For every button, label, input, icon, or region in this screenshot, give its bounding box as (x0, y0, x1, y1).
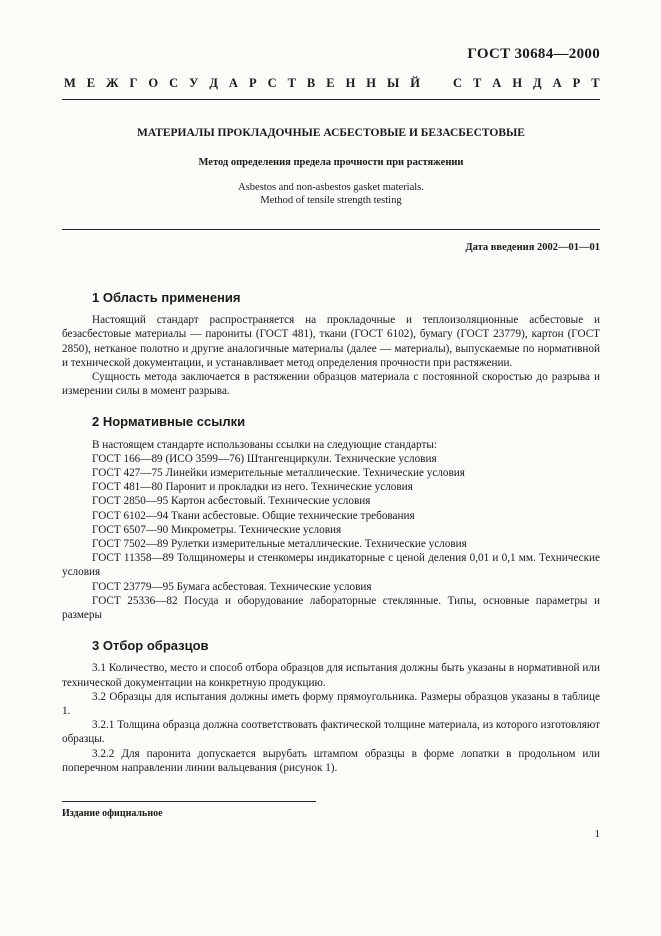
paragraph: 3.2 Образцы для испытания должны иметь форму прямоугольника. Размеры образцов указаны в таблице 1. (62, 690, 600, 718)
banner-letter: Д (209, 76, 218, 90)
banner-letter: Г (129, 76, 138, 90)
document-body (62, 291, 600, 792)
section-heading: 2 Нормативные ссылки (92, 414, 246, 430)
banner-letter: Ж (106, 76, 119, 90)
interstate-standard-banner (64, 76, 600, 91)
banner-letter: У (189, 76, 199, 90)
english-title-line: Asbestos and non-asbestos gasket materials. (238, 182, 424, 193)
banner-letter: А (552, 76, 562, 90)
banner-letter: А (492, 76, 502, 90)
reference-item: ГОСТ 25336—82 Посуда и оборудование лабораторные стеклянные. Типы, основные параметры и размеры (62, 594, 600, 622)
banner-letter: Р (572, 76, 581, 90)
reference-item: ГОСТ 6102—94 Ткани асбестовые. Общие технические требования (92, 509, 415, 522)
paragraph: 3.2.1 Толщина образца должна соответствовать фактической толщине материала, из которого изготовляют образцы. (62, 719, 600, 746)
banner-letter: С (267, 76, 277, 90)
banner-letter: Д (533, 76, 542, 90)
banner-letter: Т (472, 76, 482, 90)
banner-letter: Н (512, 76, 523, 90)
banner-letter: А (228, 76, 238, 90)
banner-letter: М (64, 76, 76, 90)
banner-letter: О (148, 76, 159, 90)
banner-letter: С (169, 76, 179, 90)
reference-item: ГОСТ 481—80 Паронит и прокладки из него. Технические условия (92, 481, 413, 494)
section-sampling (62, 639, 600, 775)
banner-letter: Т (591, 76, 600, 90)
paragraph: Сущность метода заключается в растяжении образцов материала с постоянной скоростью до разрыва и измерении силы в момент разрыва. (62, 371, 600, 398)
page-number: 1 (594, 828, 600, 840)
banner-letter: Е (326, 76, 335, 90)
reference-item: ГОСТ 23779—95 Бумага асбестовая. Технические условия (92, 580, 372, 593)
banner-letter: Н (366, 76, 377, 90)
reference-item: ГОСТ 7502—89 Рулетки измерительные металлические. Технические условия (92, 538, 467, 551)
paragraph: В настоящем стандарте использованы ссылки на следующие стандарты: (92, 438, 437, 451)
section-normative-references (62, 415, 600, 622)
title-divider (62, 229, 600, 230)
section-scope (62, 291, 600, 398)
footer-divider (62, 801, 316, 802)
document-subtitle: Метод определения предела прочности при растяжении (198, 157, 464, 168)
paragraph: 3.1 Количество, место и способ отбора образцов для испытания должны быть указаны в нормативной или технической документации на конкретную продукцию. (62, 662, 600, 689)
banner-letter: Р (248, 76, 257, 90)
english-title (62, 181, 600, 207)
paragraph: 3.2.2 Для паронита допускается вырубать штампом образцы в форме лопатки в продольном или поперечном направлении линии вальцевания (рисунок 1). (62, 747, 600, 774)
banner-letter: В (306, 76, 316, 90)
document-title: МАТЕРИАЛЫ ПРОКЛАДОЧНЫЕ АСБЕСТОВЫЕ И БЕЗАСБЕСТОВЫЕ (137, 127, 525, 139)
banner-letter: Ы (387, 76, 400, 90)
banner-letter: Н (345, 76, 356, 90)
paragraph: Настоящий стандарт распространяется на прокладочные и теплоизоляционные асбестовые и безасбестовые материалы — парониты (ГОСТ 481), ткани (ГОСТ 6102), бумагу (ГОСТ 23779), картон (ГОСТ 2850), нетканое полотно и другие аналогичные материалы (далее — материалы), выпускаемые по нормативной и технической документации, и устанавливает метод определения прочности при растяжении. (62, 314, 600, 369)
reference-item: ГОСТ 11358—89 Толщиномеры и стенкомеры индикаторные с ценой деления 0,01 и 0,1 мм. Технические условия (62, 552, 600, 579)
banner-letter: Т (287, 76, 296, 90)
gost-number: ГОСТ 30684—2000 (467, 46, 600, 62)
banner-letter: С (452, 76, 462, 90)
official-edition-label: Издание официальное (62, 808, 163, 819)
reference-item: ГОСТ 166—89 (ИСО 3599—76) Штангенциркули. Технические условия (92, 452, 437, 465)
section-heading: 3 Отбор образцов (92, 638, 209, 654)
header-divider (62, 99, 600, 100)
reference-item: ГОСТ 427—75 Линейки измерительные металлические. Технические условия (92, 467, 465, 480)
section-heading: 1 Область применения (92, 290, 241, 305)
document-page (62, 0, 600, 936)
banner-letter: Е (86, 76, 96, 90)
banner-letter: Й (410, 76, 420, 90)
reference-item: ГОСТ 6507—90 Микрометры. Технические условия (92, 523, 342, 536)
english-title-line: Method of tensile strength testing (260, 195, 402, 206)
introduction-date: Дата введения 2002—01—01 (465, 242, 600, 253)
reference-item: ГОСТ 2850—95 Картон асбестовый. Технические условия (92, 495, 371, 508)
